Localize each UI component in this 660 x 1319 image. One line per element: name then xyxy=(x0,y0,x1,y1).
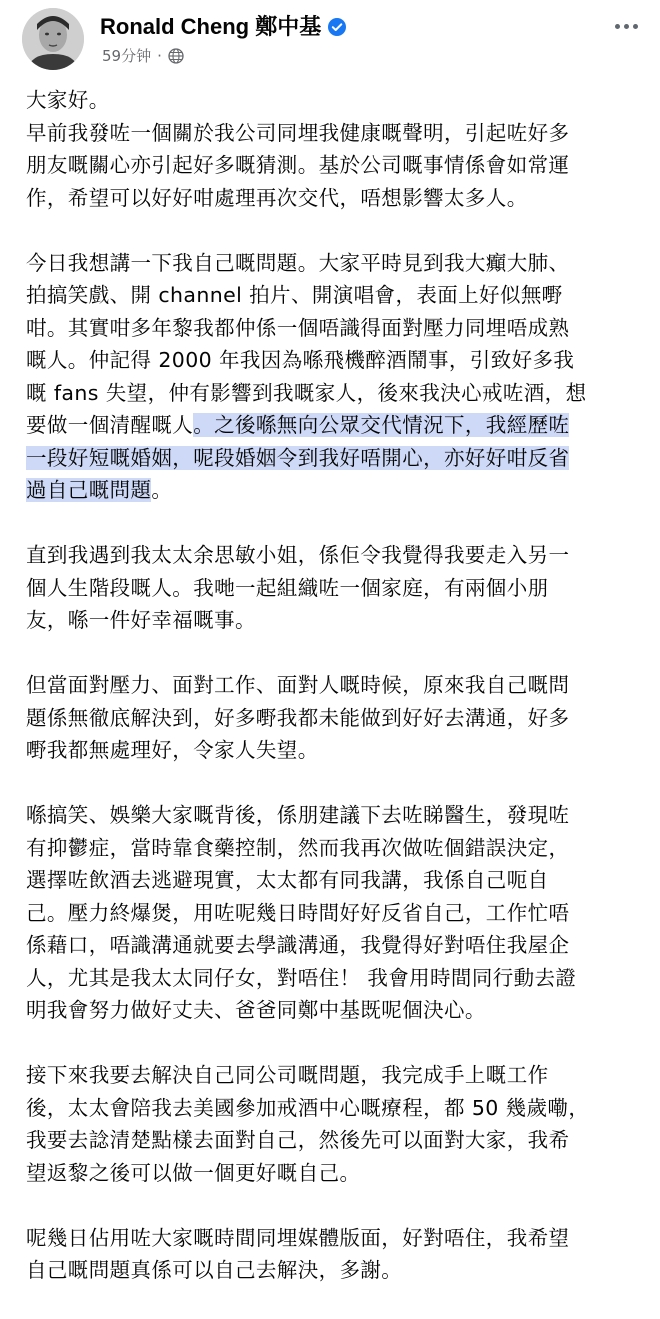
paragraph-closing xyxy=(26,1222,638,1287)
text-line: 後，太太會陪我去美國參加戒酒中心嘅療程，都 50 幾歲嘞， xyxy=(26,1095,590,1120)
text-line: 早前我發咗一個關於我公司同埋我健康嘅聲明，引起咗好多 xyxy=(26,120,570,145)
more-options-icon-dot xyxy=(633,24,638,29)
text-line: 自己嘅問題真係可以自己去解決，多謝。 xyxy=(26,1258,403,1282)
more-options-button[interactable] xyxy=(606,14,646,38)
more-options-icon-dot xyxy=(615,24,620,29)
verified-badge-icon xyxy=(327,17,347,37)
post-meta xyxy=(102,46,184,66)
text-line: 要做一個清醒嘅人 xyxy=(26,413,194,437)
meta-separator: · xyxy=(157,47,162,65)
text-line: 。 xyxy=(151,478,173,502)
highlighted-text[interactable]: 。之後喺無向公眾交代情況下，我經歷咗 xyxy=(193,413,570,437)
text-line: 係藉口，唔識溝通就要去學識溝通，我覺得好對唔住我屋企 xyxy=(26,933,570,957)
text-line: 選擇咗飲酒去逃避現實，太太都有同我講，我係自己呃自 xyxy=(26,868,549,892)
avatar[interactable] xyxy=(22,8,84,70)
text-line: 大家好。 xyxy=(26,88,110,112)
text-line: 呢幾日佔用咗大家嘅時間同埋媒體版面，好對唔住，我希望 xyxy=(26,1225,570,1250)
globe-icon[interactable] xyxy=(168,48,184,64)
text-line: 有抑鬱症，當時靠食藥控制，然而我再次做咗個錯誤決定， xyxy=(26,835,570,860)
text-line: 但當面對壓力、面對工作、面對人嘅時候，原來我自己嘅問 xyxy=(26,673,570,697)
paragraph-plans xyxy=(26,1059,638,1189)
text-line: 嘅 fans 失望，仲有影響到我嘅家人，後來我決心戒咗酒，想 xyxy=(26,380,587,405)
highlighted-text[interactable]: 過自己嘅問題 xyxy=(26,478,152,502)
text-line: 朋友嘅關心亦引起好多嘅猜測。基於公司嘅事情係會如常運 xyxy=(26,153,570,177)
post-header xyxy=(0,0,660,80)
paragraph-pressure xyxy=(26,669,638,767)
paragraph-personal-issues xyxy=(26,247,638,507)
text-line: 咁。其實咁多年黎我都仲係一個唔識得面對壓力同埋唔成熟 xyxy=(26,315,570,340)
more-options-icon-dot xyxy=(624,24,629,29)
paragraph-greeting xyxy=(26,84,638,214)
text-line: 我要去諗清楚點樣去面對自己，然後先可以面對大家，我希 xyxy=(26,1128,570,1152)
text-line: 明我會努力做好丈夫、爸爸同鄭中基既呢個決心。 xyxy=(26,998,486,1022)
text-line: 己。壓力終爆煲，用咗呢幾日時間好好反省自己，工作忙唔 xyxy=(26,900,570,925)
text-line: 今日我想講一下我自己嘅問題。大家平時見到我大癲大肺、 xyxy=(26,250,570,275)
text-line: 拍搞笑戲、開 channel 拍片、開演唱會，表面上好似無嘢 xyxy=(26,283,563,307)
author-name[interactable] xyxy=(100,14,347,40)
text-line: 作，希望可以好好咁處理再次交代，唔想影響太多人。 xyxy=(26,185,528,210)
text-line: 喺搞笑、娛樂大家嘅背後，係朋建議下去咗睇醫生，發現咗 xyxy=(26,803,570,827)
highlighted-text[interactable]: 一段好短嘅婚姻，呢段婚姻令到我好唔開心，亦好好咁反省 xyxy=(26,445,570,470)
profile-photo-icon xyxy=(22,8,84,70)
paragraph-depression xyxy=(26,799,638,1027)
text-line: 人，尤其是我太太同仔女，對唔住！ 我會用時間同行動去證 xyxy=(26,965,577,990)
text-line: 個人生階段嘅人。我哋一起組織咗一個家庭，有兩個小朋 xyxy=(26,575,549,600)
text-line: 題係無徹底解決到，好多嘢我都未能做到好好去溝通，好多 xyxy=(26,705,570,730)
text-line: 嘅人。仲記得 2000 年我因為喺飛機醉酒鬧事，引致好多我 xyxy=(26,348,575,372)
post-body xyxy=(26,84,638,1319)
post-timestamp[interactable]: 59分钟 xyxy=(102,47,152,65)
paragraph-family xyxy=(26,539,638,637)
author-name-text: Ronald Cheng 鄭中基 xyxy=(100,14,322,39)
text-line: 接下來我要去解決自己同公司嘅問題，我完成手上嘅工作 xyxy=(26,1063,549,1087)
text-line: 嘢我都無處理好，令家人失望。 xyxy=(26,738,319,762)
text-line: 望返黎之後可以做一個更好嘅自己。 xyxy=(26,1160,361,1185)
text-line: 直到我遇到我太太余思敏小姐，係佢令我覺得我要走入另一 xyxy=(26,543,570,567)
text-line: 友，喺一件好幸福嘅事。 xyxy=(26,608,256,632)
